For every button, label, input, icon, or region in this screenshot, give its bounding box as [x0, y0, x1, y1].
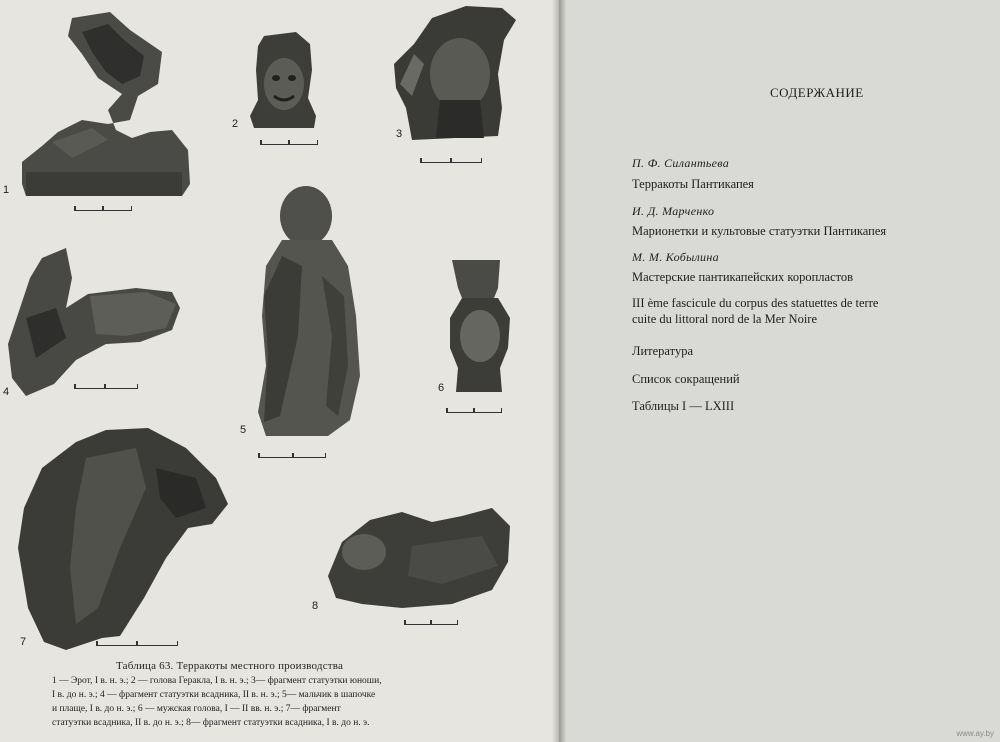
figure-4-number: 4 [3, 386, 10, 398]
figure-3-image [392, 4, 518, 142]
figure-7-number: 7 [20, 636, 27, 648]
toc-plates: Таблицы I — LXIII [632, 399, 735, 413]
plate-caption-title: Таблица 63. Терракоты местного производства [116, 660, 344, 672]
figure-7-image [16, 428, 230, 650]
plate-caption-line: 1 — Эрот, I в. н. э.; 2 — голова Геракла, I в. н. э.; 3— фрагмент статуэтки юноши, [52, 676, 382, 686]
toc-author: П. Ф. Силантьева [632, 156, 730, 170]
figure-1-number: 1 [3, 184, 10, 196]
watermark: www.ay.by [956, 729, 994, 738]
toc-entry-title: Марионетки и культовые статуэтки Пантикапея [632, 224, 887, 238]
plate-caption-line: и плаще, I в. до н. э.; 6 — мужская голова, I — II вв. н. э.; 7— фрагмент [52, 704, 341, 714]
figure-8-image [322, 506, 512, 612]
toc-author: М. М. Кобылина [632, 250, 719, 264]
right-page-contents [566, 0, 1000, 742]
toc-literature: Литература [632, 344, 693, 358]
plate-caption-line: статуэтки всадника, II в. до н. э.; 8— фрагмент статуэтки всадника, I в. до н. э. [52, 718, 370, 728]
book-gutter [552, 0, 566, 742]
figure-3-scale-bar [420, 158, 482, 163]
figure-4-image [6, 248, 182, 398]
figure-2-image [248, 30, 318, 130]
toc-author: И. Д. Марченко [632, 204, 715, 218]
toc-abbreviations: Список сокращений [632, 372, 740, 386]
figure-8-scale-bar [404, 620, 458, 625]
plate-caption-line: I в. до н. э.; 4 — фрагмент статуэтки всадника, II в. н. э.; 5— мальчик в шапочке [52, 690, 376, 700]
toc-entry-title: Мастерские пантикапейских коропластов [632, 270, 854, 284]
figure-7-scale-bar [96, 641, 178, 646]
toc-french-title-line1: III ème fascicule du corpus des statuettes de terre [632, 296, 879, 310]
figure-8-number: 8 [312, 600, 319, 612]
figure-5-scale-bar [258, 453, 326, 458]
figure-1-scale-bar [74, 206, 132, 211]
figure-6-number: 6 [438, 382, 445, 394]
figure-3-number: 3 [396, 128, 403, 140]
figure-6-image [448, 258, 512, 394]
figure-5-number: 5 [240, 424, 247, 436]
figure-1-image [12, 12, 194, 198]
figure-4-scale-bar [74, 384, 138, 389]
toc-entry-title: Терракоты Пантикапея [632, 177, 754, 191]
toc-french-title-line2: cuite du littoral nord de la Mer Noire [632, 312, 818, 326]
figure-5-image [252, 186, 364, 438]
figure-6-scale-bar [446, 408, 502, 413]
figure-2-scale-bar [260, 140, 318, 145]
figure-2-number: 2 [232, 118, 239, 130]
contents-heading: СОДЕРЖАНИЕ [770, 85, 864, 100]
